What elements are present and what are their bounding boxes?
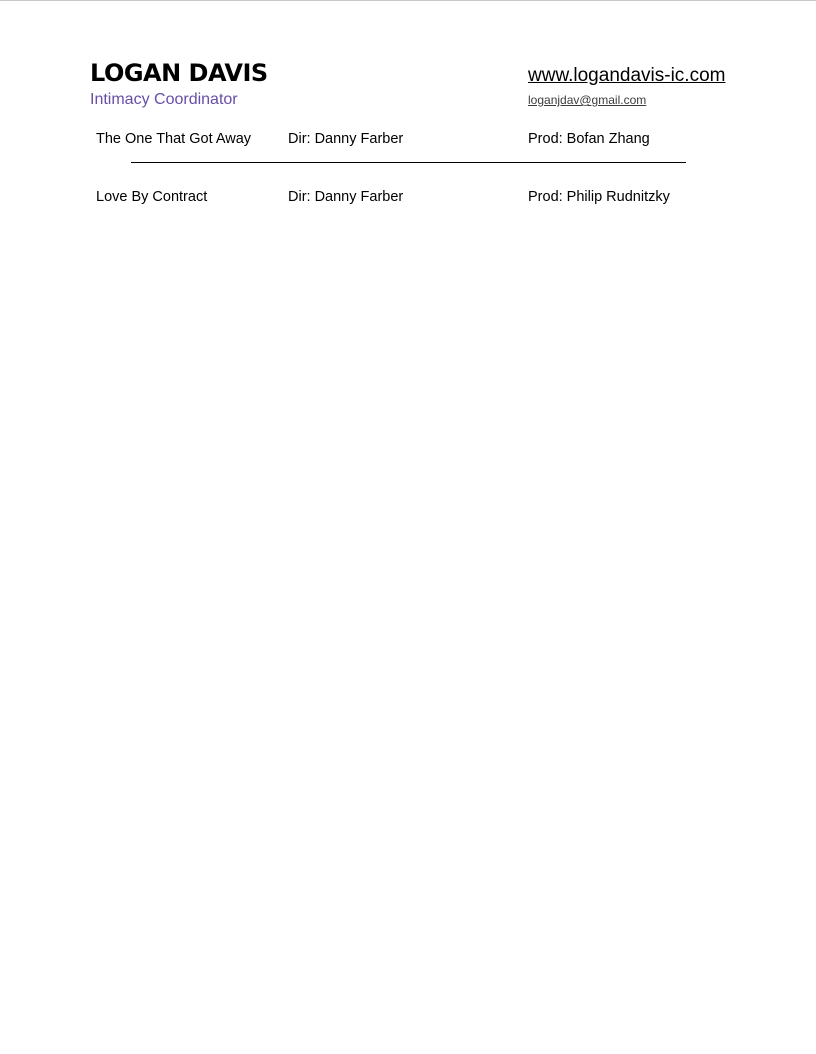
credits-divider xyxy=(131,162,686,163)
credit-producer: Prod: Philip Rudnitzky xyxy=(528,189,670,205)
credit-director: Dir: Danny Farber xyxy=(288,189,404,205)
job-title: Intimacy Coordinator xyxy=(90,91,238,108)
resume-name: LOGAN DAVIS xyxy=(90,59,268,87)
page-top-border xyxy=(0,0,816,1)
credit-director: Dir: Danny Farber xyxy=(288,131,404,147)
credit-producer: Prod: Bofan Zhang xyxy=(528,131,650,147)
credit-project-title: The One That Got Away xyxy=(96,131,252,147)
credit-project-title: Love By Contract xyxy=(96,189,208,205)
email-link[interactable]: loganjdav@gmail.com xyxy=(528,93,647,107)
website-link[interactable]: www.logandavis-ic.com xyxy=(528,65,726,86)
